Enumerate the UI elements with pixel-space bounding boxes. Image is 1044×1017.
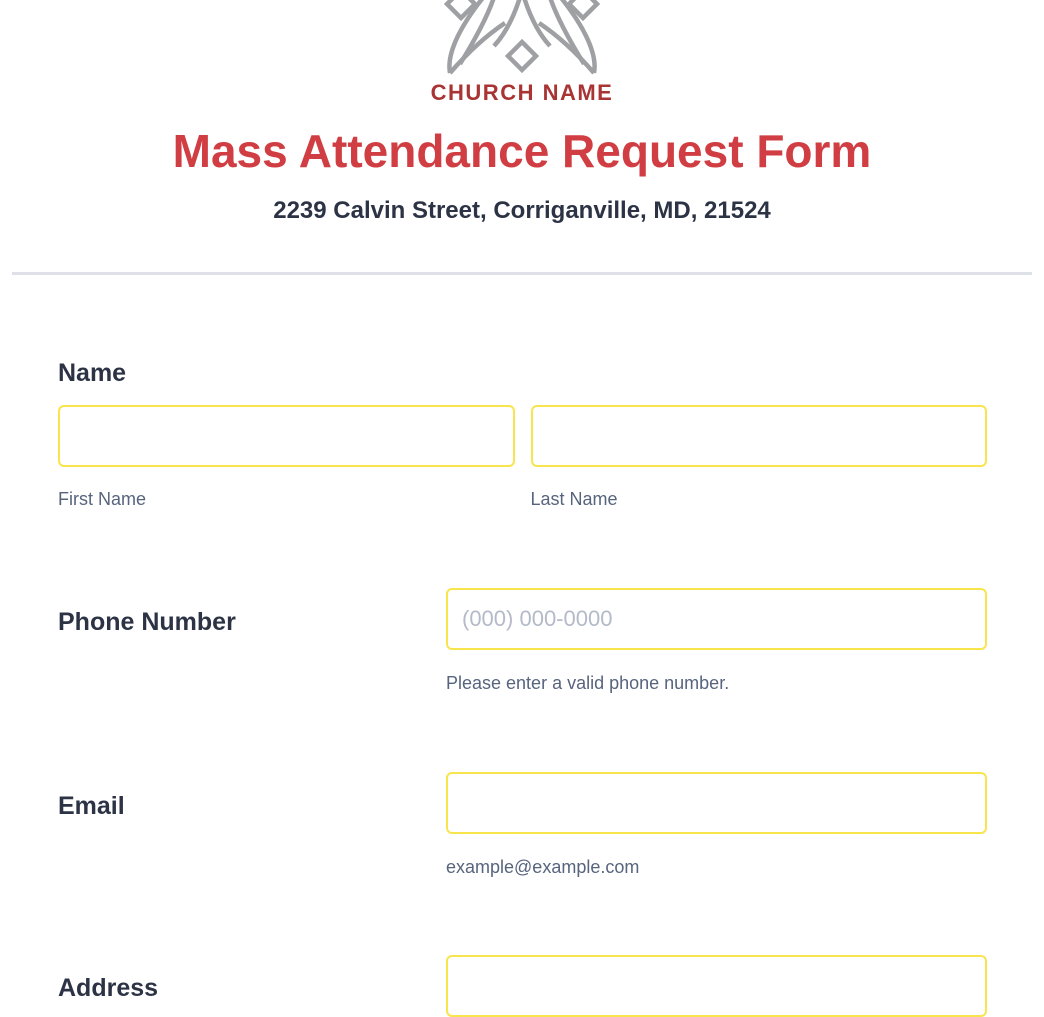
- email-control: [446, 772, 987, 878]
- field-phone: [58, 588, 987, 694]
- field-address: [58, 955, 987, 1017]
- first-name-col: [58, 405, 515, 510]
- form-title: Mass Attendance Request Form: [172, 125, 872, 177]
- last-name-input[interactable]: [531, 405, 988, 467]
- form-body: [0, 358, 1044, 1017]
- phone-field-label: Phone Number: [58, 608, 236, 636]
- first-name-sublabel: First Name: [58, 489, 147, 509]
- name-field-label: Name: [58, 359, 127, 387]
- email-sublabel: example@example.com: [446, 857, 640, 877]
- form-header: [0, 0, 1044, 225]
- phone-control: [446, 588, 987, 694]
- address-control: [446, 955, 987, 1017]
- church-logo: [437, 0, 607, 80]
- church-name-text: CHURCH NAME: [430, 80, 614, 105]
- address-input[interactable]: [446, 955, 987, 1017]
- form-address-subtitle: 2239 Calvin Street, Corriganville, MD, 21524: [273, 197, 771, 224]
- address-field-label: Address: [58, 974, 159, 1002]
- header-divider: [12, 272, 1032, 275]
- phone-sublabel: Please enter a valid phone number.: [446, 673, 730, 693]
- last-name-col: [531, 405, 988, 510]
- phone-input[interactable]: [446, 588, 987, 650]
- email-field-label: Email: [58, 792, 125, 820]
- first-name-input[interactable]: [58, 405, 515, 467]
- field-email: [58, 772, 987, 878]
- last-name-sublabel: Last Name: [530, 489, 618, 509]
- church-logo-icon: [437, 0, 607, 80]
- email-input[interactable]: [446, 772, 987, 834]
- field-name: [58, 358, 987, 510]
